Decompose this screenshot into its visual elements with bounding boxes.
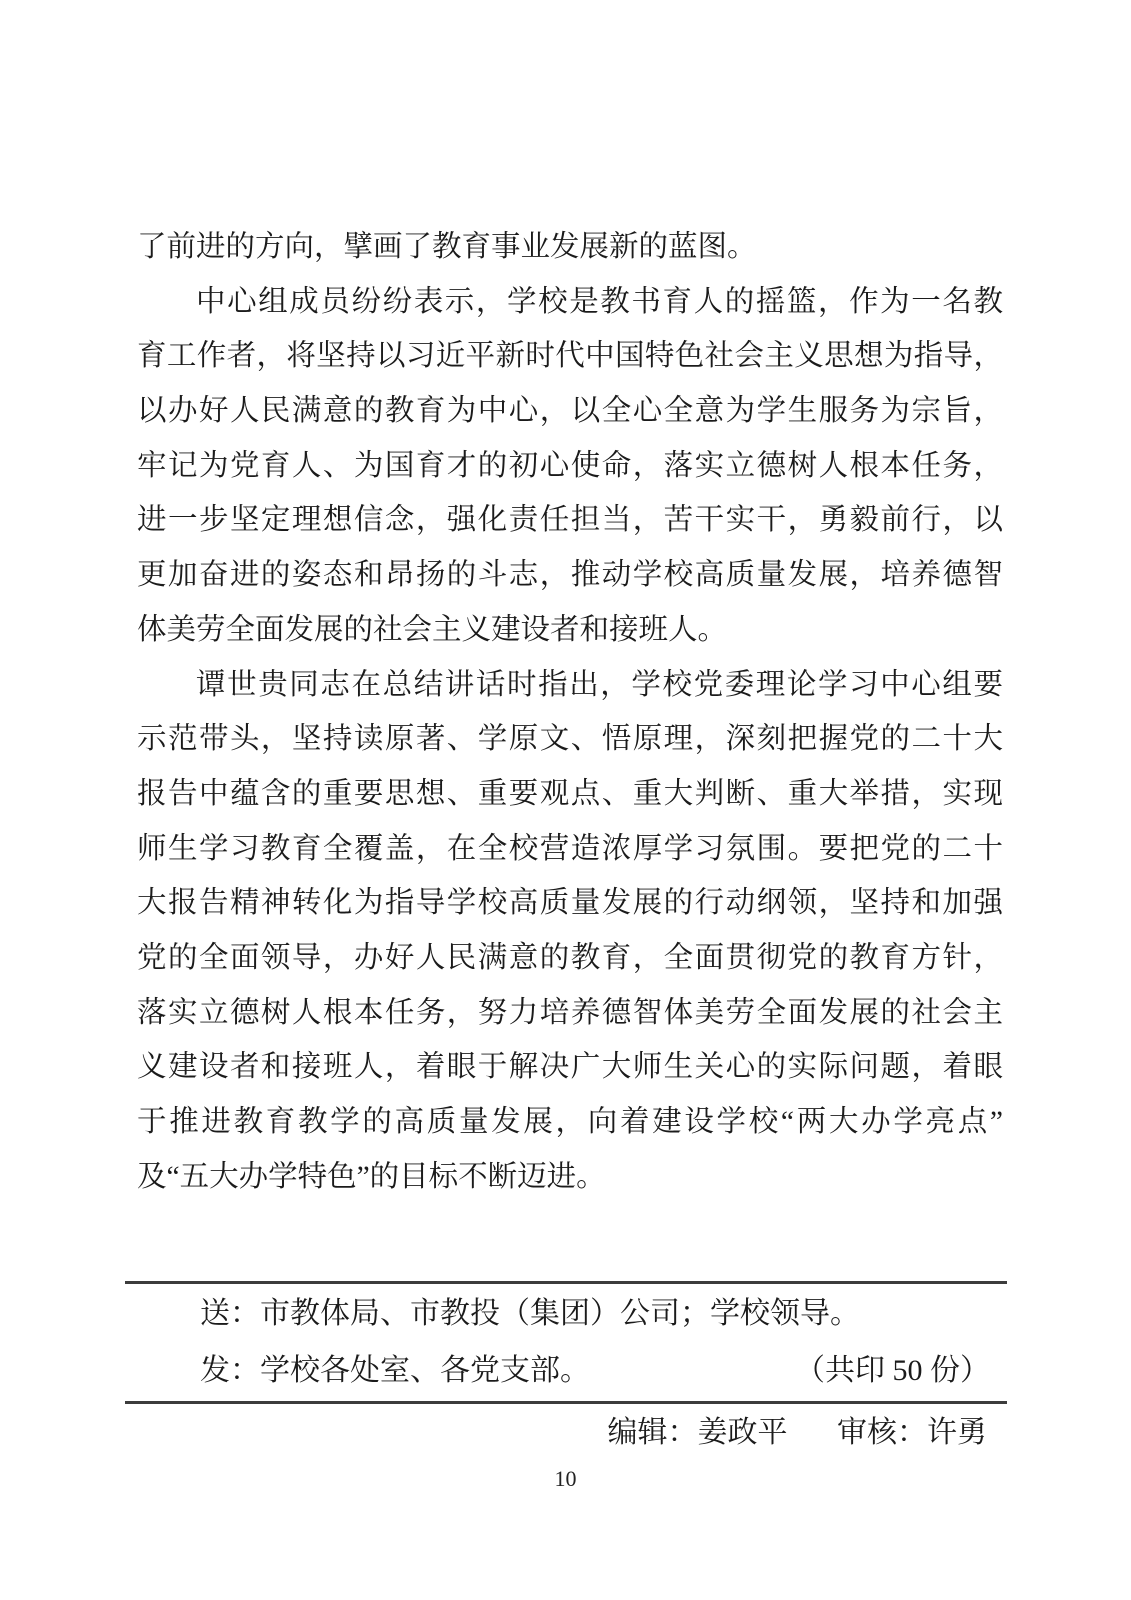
body-line: 党的全面领导，办好人民满意的教育，全面贯彻党的教育方针， [137, 941, 1003, 974]
body-line: 育工作者，将坚持以习近平新时代中国特色社会主义思想为指导， [137, 340, 1003, 373]
body-line: 中心组成员纷纷表示，学校是教书育人的摇篮，作为一名教 [196, 285, 1003, 318]
body-line: 牢记为党育人、为国育才的初心使命，落实立德树人根本任务， [137, 449, 1003, 482]
copies-note: （共印 50 份） [795, 1354, 990, 1387]
footer-rule-top [125, 1281, 1007, 1284]
body-line: 了前进的方向，擘画了教育事业发展新的蓝图。 [137, 231, 757, 263]
editor-label: 编辑： [607, 1416, 698, 1449]
body-line: 师生学习教育全覆盖，在全校营造浓厚学习氛围。要把党的二十 [137, 832, 1003, 865]
body-line: 示范带头，坚持读原著、学原文、悟原理，深刻把握党的二十大 [137, 723, 1003, 756]
reviewer-label: 审核： [837, 1416, 927, 1449]
body-line: 以办好人民满意的教育为中心，以全心全意为学生服务为宗旨， [137, 395, 1003, 428]
page-number: 10 [554, 1466, 577, 1491]
reviewer-name: 许勇 [927, 1416, 987, 1449]
issue-label: 发： [200, 1354, 260, 1387]
issue-left [200, 1351, 590, 1391]
credits-line [125, 1413, 987, 1453]
send-label: 送： [200, 1297, 260, 1330]
body-line: 落实立德树人根本任务，努力培养德智体美劳全面发展的社会主 [137, 996, 1003, 1029]
body-line: 义建设者和接班人，着眼于解决广大师生关心的实际问题，着眼 [137, 1051, 1003, 1084]
body-line: 报告中蕴含的重要思想、重要观点、重大判断、重大举措，实现 [137, 777, 1003, 810]
reviewer-credit [837, 1416, 987, 1449]
body-line: 更加奋进的姿态和昂扬的斗志，推动学校高质量发展，培养德智 [137, 559, 1003, 592]
editor-credit [608, 1416, 788, 1449]
send-text: 市教体局、市教投（集团）公司；学校领导。 [260, 1297, 860, 1330]
body-line: 谭世贵同志在总结讲话时指出，学校党委理论学习中心组要 [196, 668, 1003, 701]
issue-text: 学校各处室、各党支部。 [260, 1354, 590, 1387]
document-body [137, 220, 1003, 1204]
footer-rule-bottom [125, 1401, 1007, 1404]
body-line: 大报告精神转化为指导学校高质量发展的行动纲领，坚持和加强 [137, 887, 1003, 920]
footer-send-line [200, 1294, 1007, 1334]
body-line: 于推进教育教学的高质量发展，向着建设学校“两大办学亮点” [137, 1106, 1003, 1138]
body-line: 及“五大办学特色”的目标不断迈进。 [137, 1160, 606, 1193]
footer-issue-line [200, 1351, 990, 1391]
body-line: 体美劳全面发展的社会主义建设者和接班人。 [137, 613, 728, 646]
body-line: 进一步坚定理想信念，强化责任担当，苦干实干，勇毅前行，以 [137, 504, 1003, 537]
editor-name: 姜政平 [697, 1416, 788, 1449]
